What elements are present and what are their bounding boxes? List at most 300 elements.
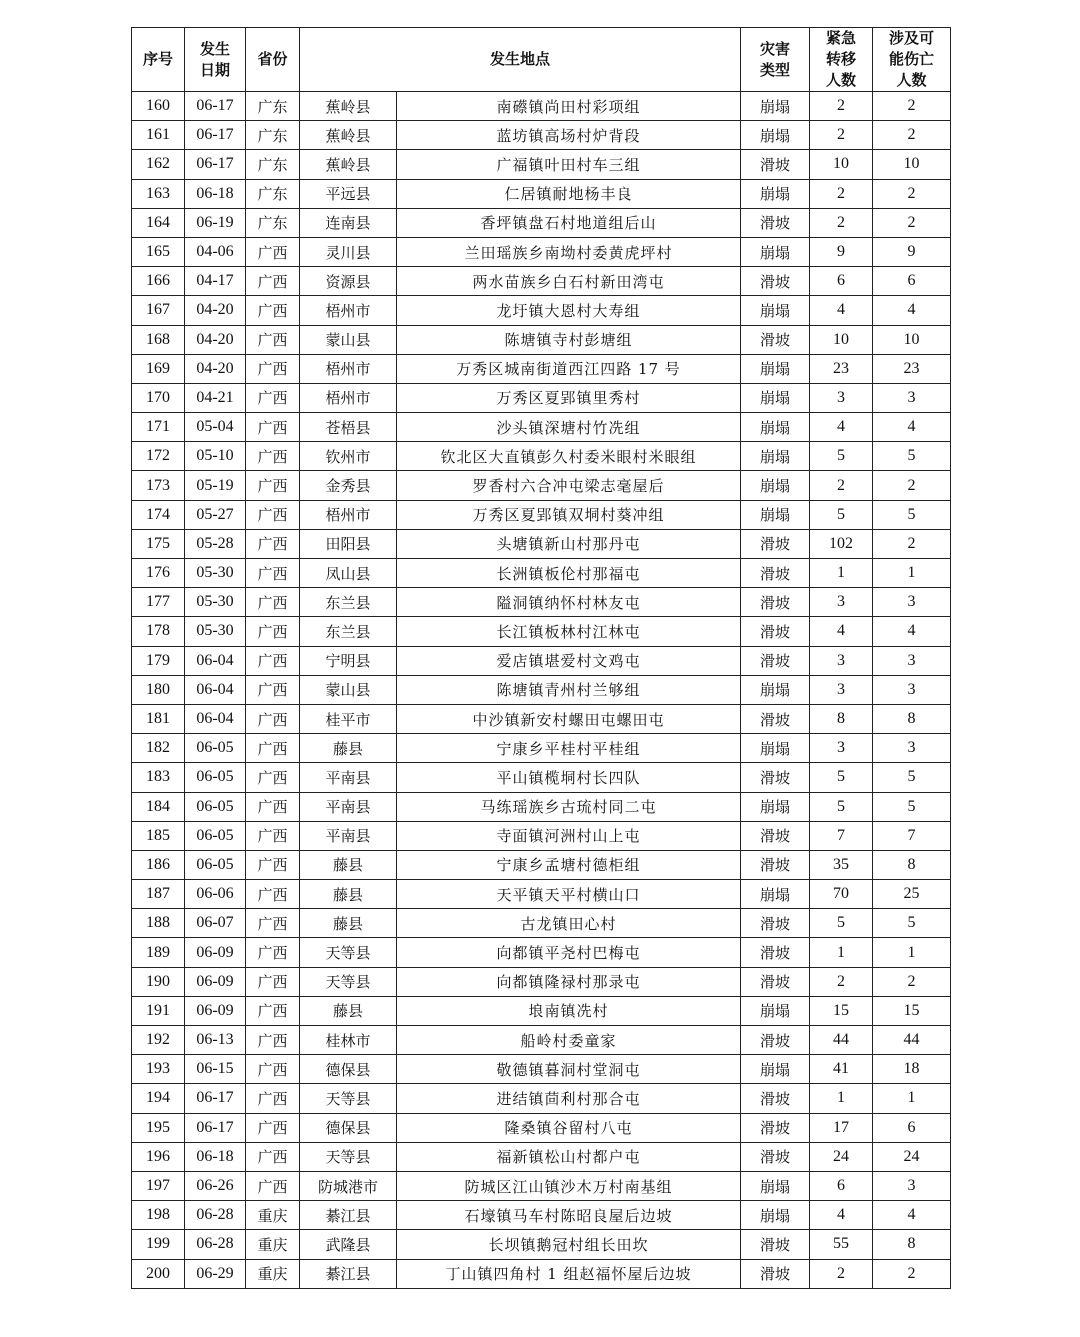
cell-county: 梧州市 <box>300 296 397 325</box>
cell-date: 06-06 <box>185 880 246 909</box>
cell-province: 广西 <box>246 1026 300 1055</box>
cell-seq: 188 <box>132 909 185 938</box>
cell-seq: 197 <box>132 1171 185 1200</box>
cell-location: 爱店镇堪爱村文鸡屯 <box>397 646 741 675</box>
cell-evacuated: 3 <box>810 646 873 675</box>
cell-date: 06-17 <box>185 1084 246 1113</box>
cell-location: 头塘镇新山村那丹屯 <box>397 529 741 558</box>
cell-province: 广西 <box>246 1142 300 1171</box>
cell-casualties: 3 <box>873 734 951 763</box>
cell-seq: 200 <box>132 1259 185 1288</box>
table-row <box>132 1201 951 1230</box>
cell-casualties: 25 <box>873 880 951 909</box>
cell-seq: 198 <box>132 1201 185 1230</box>
cell-county: 梧州市 <box>300 354 397 383</box>
cell-casualties: 3 <box>873 383 951 412</box>
cell-date: 04-21 <box>185 383 246 412</box>
table-row <box>132 471 951 500</box>
cell-location: 中沙镇新安村螺田屯螺田屯 <box>397 704 741 733</box>
cell-seq: 172 <box>132 442 185 471</box>
cell-evacuated: 5 <box>810 909 873 938</box>
table-row <box>132 1230 951 1259</box>
cell-seq: 182 <box>132 734 185 763</box>
cell-county: 武隆县 <box>300 1230 397 1259</box>
header-evacuated-line: 人数 <box>826 71 857 89</box>
cell-county: 桂林市 <box>300 1026 397 1055</box>
cell-casualties: 10 <box>873 325 951 354</box>
cell-location: 防城区江山镇沙木万村南基组 <box>397 1171 741 1200</box>
cell-province: 广西 <box>246 267 300 296</box>
cell-casualties: 2 <box>873 208 951 237</box>
cell-type: 崩塌 <box>741 442 810 471</box>
cell-province: 广西 <box>246 296 300 325</box>
cell-seq: 196 <box>132 1142 185 1171</box>
cell-casualties: 2 <box>873 967 951 996</box>
cell-province: 广西 <box>246 909 300 938</box>
cell-county: 宁明县 <box>300 646 397 675</box>
table-row <box>132 179 951 208</box>
header-location <box>300 28 741 92</box>
cell-casualties: 3 <box>873 675 951 704</box>
cell-casualties: 6 <box>873 267 951 296</box>
table-row <box>132 821 951 850</box>
header-row <box>132 28 951 92</box>
cell-casualties: 4 <box>873 1201 951 1230</box>
cell-location: 南礤镇尚田村彩项组 <box>397 92 741 121</box>
cell-county: 东兰县 <box>300 617 397 646</box>
cell-casualties: 23 <box>873 354 951 383</box>
cell-province: 广西 <box>246 500 300 529</box>
cell-seq: 181 <box>132 704 185 733</box>
cell-county: 藤县 <box>300 996 397 1025</box>
cell-province: 广西 <box>246 1084 300 1113</box>
table-row <box>132 646 951 675</box>
cell-seq: 174 <box>132 500 185 529</box>
cell-date: 04-20 <box>185 354 246 383</box>
cell-evacuated: 15 <box>810 996 873 1025</box>
table-row <box>132 763 951 792</box>
cell-county: 梧州市 <box>300 500 397 529</box>
cell-date: 06-17 <box>185 92 246 121</box>
cell-evacuated: 44 <box>810 1026 873 1055</box>
cell-location: 罗香村六合冲屯梁志毫屋后 <box>397 471 741 500</box>
cell-type: 崩塌 <box>741 354 810 383</box>
cell-seq: 165 <box>132 237 185 266</box>
cell-seq: 190 <box>132 967 185 996</box>
cell-county: 綦江县 <box>300 1201 397 1230</box>
cell-province: 广西 <box>246 617 300 646</box>
cell-location: 香坪镇盘石村地道组后山 <box>397 208 741 237</box>
cell-seq: 170 <box>132 383 185 412</box>
cell-province: 广西 <box>246 237 300 266</box>
header-type <box>741 28 810 92</box>
cell-date: 06-04 <box>185 704 246 733</box>
cell-county: 平南县 <box>300 821 397 850</box>
cell-casualties: 5 <box>873 442 951 471</box>
cell-casualties: 10 <box>873 150 951 179</box>
cell-casualties: 7 <box>873 821 951 850</box>
table-row <box>132 1259 951 1288</box>
cell-county: 德保县 <box>300 1113 397 1142</box>
cell-location: 埌南镇冼村 <box>397 996 741 1025</box>
cell-type: 崩塌 <box>741 92 810 121</box>
cell-type: 崩塌 <box>741 734 810 763</box>
cell-type: 滑坡 <box>741 1230 810 1259</box>
table-row <box>132 208 951 237</box>
cell-location: 长洲镇板伦村那福屯 <box>397 559 741 588</box>
cell-location: 古龙镇田心村 <box>397 909 741 938</box>
cell-seq: 160 <box>132 92 185 121</box>
table-row <box>132 413 951 442</box>
table-row <box>132 442 951 471</box>
cell-province: 广西 <box>246 1113 300 1142</box>
cell-type: 滑坡 <box>741 763 810 792</box>
cell-location: 仁居镇耐地杨丰良 <box>397 179 741 208</box>
cell-date: 06-18 <box>185 179 246 208</box>
cell-county: 东兰县 <box>300 588 397 617</box>
cell-evacuated: 3 <box>810 734 873 763</box>
cell-date: 06-07 <box>185 909 246 938</box>
table-row <box>132 1171 951 1200</box>
cell-casualties: 2 <box>873 92 951 121</box>
cell-evacuated: 17 <box>810 1113 873 1142</box>
cell-seq: 195 <box>132 1113 185 1142</box>
cell-casualties: 4 <box>873 296 951 325</box>
cell-casualties: 1 <box>873 938 951 967</box>
cell-location: 陈塘镇青州村兰够组 <box>397 675 741 704</box>
cell-province: 广西 <box>246 588 300 617</box>
cell-location: 向都镇隆禄村那录屯 <box>397 967 741 996</box>
cell-type: 滑坡 <box>741 646 810 675</box>
table-row <box>132 92 951 121</box>
cell-type: 崩塌 <box>741 500 810 529</box>
cell-casualties: 8 <box>873 704 951 733</box>
cell-county: 防城港市 <box>300 1171 397 1200</box>
table-row <box>132 559 951 588</box>
cell-type: 崩塌 <box>741 179 810 208</box>
cell-county: 桂平市 <box>300 704 397 733</box>
cell-county: 藤县 <box>300 734 397 763</box>
cell-type: 滑坡 <box>741 1142 810 1171</box>
header-evacuated <box>810 28 873 92</box>
table-row <box>132 850 951 879</box>
cell-date: 06-17 <box>185 121 246 150</box>
cell-province: 广西 <box>246 1171 300 1200</box>
cell-evacuated: 3 <box>810 675 873 704</box>
cell-type: 滑坡 <box>741 850 810 879</box>
cell-county: 金秀县 <box>300 471 397 500</box>
cell-location: 龙圩镇大恩村大寿组 <box>397 296 741 325</box>
cell-county: 梧州市 <box>300 383 397 412</box>
cell-province: 广东 <box>246 179 300 208</box>
cell-county: 平南县 <box>300 763 397 792</box>
cell-province: 广西 <box>246 413 300 442</box>
table-row <box>132 529 951 558</box>
table-row <box>132 967 951 996</box>
cell-seq: 194 <box>132 1084 185 1113</box>
cell-type: 滑坡 <box>741 967 810 996</box>
cell-casualties: 5 <box>873 909 951 938</box>
cell-type: 滑坡 <box>741 1259 810 1288</box>
cell-location: 钦北区大直镇彭久村委米眼村米眼组 <box>397 442 741 471</box>
cell-date: 06-04 <box>185 675 246 704</box>
cell-casualties: 3 <box>873 646 951 675</box>
cell-location: 石壕镇马车村陈昭良屋后边坡 <box>397 1201 741 1230</box>
table-row <box>132 267 951 296</box>
cell-seq: 180 <box>132 675 185 704</box>
cell-seq: 187 <box>132 880 185 909</box>
cell-seq: 176 <box>132 559 185 588</box>
table-body <box>132 92 951 1289</box>
cell-type: 滑坡 <box>741 1084 810 1113</box>
cell-type: 崩塌 <box>741 1171 810 1200</box>
cell-date: 06-28 <box>185 1230 246 1259</box>
cell-county: 藤县 <box>300 850 397 879</box>
cell-type: 崩塌 <box>741 121 810 150</box>
cell-county: 天等县 <box>300 1084 397 1113</box>
cell-date: 06-29 <box>185 1259 246 1288</box>
cell-province: 广西 <box>246 880 300 909</box>
cell-date: 04-20 <box>185 296 246 325</box>
cell-type: 滑坡 <box>741 938 810 967</box>
cell-province: 重庆 <box>246 1259 300 1288</box>
table-row <box>132 588 951 617</box>
cell-seq: 177 <box>132 588 185 617</box>
cell-evacuated: 6 <box>810 267 873 296</box>
cell-province: 重庆 <box>246 1201 300 1230</box>
cell-province: 广西 <box>246 354 300 383</box>
cell-date: 06-09 <box>185 938 246 967</box>
cell-type: 滑坡 <box>741 1113 810 1142</box>
cell-type: 滑坡 <box>741 325 810 354</box>
cell-seq: 163 <box>132 179 185 208</box>
cell-evacuated: 1 <box>810 559 873 588</box>
cell-date: 05-30 <box>185 559 246 588</box>
cell-seq: 162 <box>132 150 185 179</box>
cell-type: 崩塌 <box>741 1055 810 1084</box>
header-location-line: 发生地点 <box>490 50 551 68</box>
cell-date: 06-05 <box>185 792 246 821</box>
cell-casualties: 1 <box>873 1084 951 1113</box>
cell-date: 04-06 <box>185 237 246 266</box>
cell-date: 05-27 <box>185 500 246 529</box>
header-date-line: 发生 <box>199 39 230 58</box>
cell-type: 滑坡 <box>741 208 810 237</box>
cell-date: 06-09 <box>185 996 246 1025</box>
cell-location: 蓝坊镇高场村炉背段 <box>397 121 741 150</box>
cell-county: 灵川县 <box>300 237 397 266</box>
cell-evacuated: 70 <box>810 880 873 909</box>
cell-casualties: 5 <box>873 500 951 529</box>
cell-evacuated: 102 <box>810 529 873 558</box>
cell-evacuated: 4 <box>810 413 873 442</box>
cell-casualties: 2 <box>873 1259 951 1288</box>
cell-evacuated: 2 <box>810 208 873 237</box>
cell-date: 05-28 <box>185 529 246 558</box>
cell-county: 钦州市 <box>300 442 397 471</box>
cell-county: 平南县 <box>300 792 397 821</box>
cell-casualties: 4 <box>873 413 951 442</box>
table-row <box>132 675 951 704</box>
cell-evacuated: 4 <box>810 296 873 325</box>
cell-county: 天等县 <box>300 1142 397 1171</box>
table-row <box>132 996 951 1025</box>
cell-date: 06-05 <box>185 821 246 850</box>
cell-location: 隘洞镇纳怀村林友屯 <box>397 588 741 617</box>
table-row <box>132 704 951 733</box>
cell-location: 天平镇天平村横山口 <box>397 880 741 909</box>
cell-province: 广西 <box>246 675 300 704</box>
cell-evacuated: 2 <box>810 471 873 500</box>
cell-county: 德保县 <box>300 1055 397 1084</box>
cell-type: 崩塌 <box>741 1201 810 1230</box>
cell-seq: 184 <box>132 792 185 821</box>
cell-location: 兰田瑶族乡南坳村委黄虎坪村 <box>397 237 741 266</box>
cell-evacuated: 2 <box>810 967 873 996</box>
cell-evacuated: 2 <box>810 1259 873 1288</box>
cell-date: 05-04 <box>185 413 246 442</box>
cell-casualties: 8 <box>873 850 951 879</box>
table-row <box>132 1026 951 1055</box>
cell-casualties: 24 <box>873 1142 951 1171</box>
header-province <box>246 28 300 92</box>
cell-date: 06-05 <box>185 850 246 879</box>
cell-seq: 168 <box>132 325 185 354</box>
cell-county: 田阳县 <box>300 529 397 558</box>
cell-evacuated: 9 <box>810 237 873 266</box>
cell-location: 万秀区夏郢镇双垌村葵冲组 <box>397 500 741 529</box>
table-row <box>132 734 951 763</box>
cell-evacuated: 23 <box>810 354 873 383</box>
cell-province: 广西 <box>246 471 300 500</box>
cell-location: 长坝镇鹅冠村组长田坎 <box>397 1230 741 1259</box>
cell-date: 06-19 <box>185 208 246 237</box>
cell-location: 敬德镇暮洞村堂洞屯 <box>397 1055 741 1084</box>
cell-province: 广西 <box>246 967 300 996</box>
table-row <box>132 617 951 646</box>
cell-seq: 193 <box>132 1055 185 1084</box>
cell-date: 06-05 <box>185 763 246 792</box>
cell-seq: 166 <box>132 267 185 296</box>
cell-evacuated: 1 <box>810 1084 873 1113</box>
cell-date: 05-10 <box>185 442 246 471</box>
cell-type: 滑坡 <box>741 909 810 938</box>
disaster-table <box>131 27 951 1289</box>
header-casualties-line: 能伤亡 <box>889 50 935 68</box>
cell-province: 广西 <box>246 1055 300 1084</box>
cell-seq: 199 <box>132 1230 185 1259</box>
cell-type: 崩塌 <box>741 413 810 442</box>
cell-casualties: 3 <box>873 588 951 617</box>
cell-evacuated: 7 <box>810 821 873 850</box>
header-evacuated-line: 紧急 <box>826 29 857 47</box>
cell-county: 蒙山县 <box>300 325 397 354</box>
cell-date: 06-17 <box>185 150 246 179</box>
cell-province: 广东 <box>246 121 300 150</box>
cell-date: 06-26 <box>185 1171 246 1200</box>
cell-seq: 185 <box>132 821 185 850</box>
cell-evacuated: 5 <box>810 763 873 792</box>
cell-county: 资源县 <box>300 267 397 296</box>
table-row <box>132 1113 951 1142</box>
cell-seq: 173 <box>132 471 185 500</box>
cell-type: 滑坡 <box>741 267 810 296</box>
table-row <box>132 121 951 150</box>
cell-type: 崩塌 <box>741 296 810 325</box>
header-casualties <box>873 28 951 92</box>
cell-casualties: 44 <box>873 1026 951 1055</box>
cell-casualties: 5 <box>873 763 951 792</box>
cell-province: 广东 <box>246 150 300 179</box>
cell-province: 广东 <box>246 92 300 121</box>
cell-evacuated: 5 <box>810 442 873 471</box>
table-row <box>132 500 951 529</box>
cell-date: 05-30 <box>185 588 246 617</box>
cell-location: 宁康乡孟塘村德柜组 <box>397 850 741 879</box>
cell-location: 宁康乡平桂村平桂组 <box>397 734 741 763</box>
cell-evacuated: 24 <box>810 1142 873 1171</box>
cell-seq: 171 <box>132 413 185 442</box>
cell-evacuated: 55 <box>810 1230 873 1259</box>
table-row <box>132 237 951 266</box>
cell-date: 05-30 <box>185 617 246 646</box>
cell-location: 隆桑镇谷留村八屯 <box>397 1113 741 1142</box>
header-province-line: 省份 <box>257 50 288 68</box>
cell-location: 万秀区城南街道西江四路 17 号 <box>397 354 741 383</box>
cell-casualties: 2 <box>873 121 951 150</box>
cell-type: 滑坡 <box>741 588 810 617</box>
cell-date: 06-28 <box>185 1201 246 1230</box>
cell-county: 蕉岭县 <box>300 150 397 179</box>
cell-location: 丁山镇四角村 1 组赵福怀屋后边坡 <box>397 1259 741 1288</box>
cell-type: 崩塌 <box>741 792 810 821</box>
cell-casualties: 18 <box>873 1055 951 1084</box>
cell-county: 凤山县 <box>300 559 397 588</box>
table-row <box>132 792 951 821</box>
cell-province: 广西 <box>246 734 300 763</box>
cell-evacuated: 4 <box>810 617 873 646</box>
cell-county: 蕉岭县 <box>300 121 397 150</box>
cell-casualties: 5 <box>873 792 951 821</box>
cell-county: 蒙山县 <box>300 675 397 704</box>
cell-evacuated: 41 <box>810 1055 873 1084</box>
cell-type: 崩塌 <box>741 880 810 909</box>
cell-type: 滑坡 <box>741 704 810 733</box>
cell-type: 滑坡 <box>741 1026 810 1055</box>
cell-seq: 191 <box>132 996 185 1025</box>
cell-evacuated: 5 <box>810 792 873 821</box>
cell-evacuated: 2 <box>810 121 873 150</box>
cell-province: 广西 <box>246 704 300 733</box>
cell-location: 平山镇榄垌村长四队 <box>397 763 741 792</box>
cell-type: 滑坡 <box>741 617 810 646</box>
cell-type: 滑坡 <box>741 529 810 558</box>
header-type-line: 类型 <box>760 60 791 79</box>
cell-seq: 189 <box>132 938 185 967</box>
cell-seq: 169 <box>132 354 185 383</box>
table-row <box>132 938 951 967</box>
cell-evacuated: 4 <box>810 1201 873 1230</box>
cell-province: 广西 <box>246 938 300 967</box>
cell-seq: 164 <box>132 208 185 237</box>
cell-evacuated: 10 <box>810 325 873 354</box>
cell-casualties: 2 <box>873 179 951 208</box>
cell-evacuated: 10 <box>810 150 873 179</box>
header-seq <box>132 28 185 92</box>
table-row <box>132 1142 951 1171</box>
cell-evacuated: 5 <box>810 500 873 529</box>
cell-province: 广西 <box>246 996 300 1025</box>
